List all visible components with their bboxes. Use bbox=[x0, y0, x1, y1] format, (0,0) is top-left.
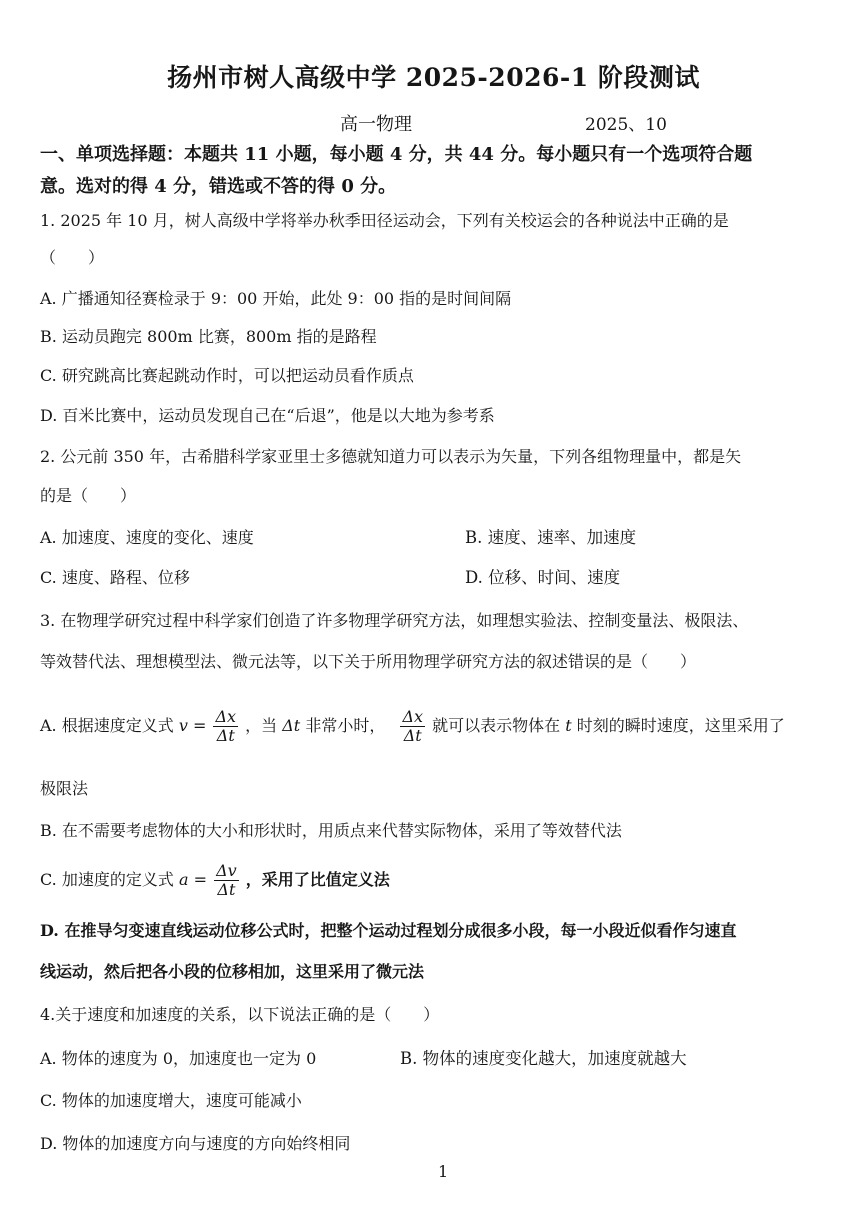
q4-option-b: B. 物体的速度变化越大，加速度就越大 bbox=[400, 1049, 687, 1068]
q3-option-a-cont: 极限法 bbox=[40, 779, 89, 798]
q3-a-fraction bbox=[213, 708, 238, 745]
q3-a-mid3: 就可以表示物体在 bbox=[432, 716, 561, 735]
q3-option-a bbox=[40, 706, 785, 746]
q4-option-d: D. 物体的加速度方向与速度的方向始终相同 bbox=[40, 1134, 351, 1153]
q2-stem-cont: 的是（ ） bbox=[40, 486, 137, 505]
q2-option-c: C. 速度、路程、位移 bbox=[40, 568, 190, 587]
q3-c-denominator: Δt bbox=[217, 880, 236, 899]
q1-option-a: A. 广播通知径赛检录于 9：00 开始，此处 9：00 指的是时间间隔 bbox=[40, 289, 512, 308]
q3-c-equals: = bbox=[193, 870, 207, 889]
exam-date: 2025、10 bbox=[585, 115, 667, 135]
q3-a-numerator: Δx bbox=[215, 707, 237, 726]
q4-option-c: C. 物体的加速度增大，速度可能减小 bbox=[40, 1091, 302, 1110]
q3-a-delta-t: Δt bbox=[282, 716, 301, 735]
q1-option-d: D. 百米比赛中，运动员发现自己在“后退”，他是以大地为参考系 bbox=[40, 406, 495, 425]
q2-stem: 2. 公元前 350 年，古希腊科学家亚里士多德就知道力可以表示为矢量，下列各组物理量中，都是矢 bbox=[40, 447, 742, 466]
q3-option-c bbox=[40, 860, 390, 900]
q3-a-equals: = bbox=[192, 716, 207, 735]
q3-option-d: D. 在推导匀变速直线运动位移公式时，把整个运动过程划分成很多小段，每一小段近似看作匀速直 bbox=[40, 921, 737, 940]
q1-option-b: B. 运动员跑完 800m 比赛，800m 指的是路程 bbox=[40, 327, 377, 346]
q3-stem: 3. 在物理学研究过程中科学家们创造了许多物理学研究方法，如理想实验法、控制变量法、极限法、 bbox=[40, 611, 749, 630]
q3-a-mid: ，当 bbox=[245, 716, 278, 735]
q3-c-prefix: C. 加速度的定义式 bbox=[40, 870, 174, 889]
q3-a-prefix: A. 根据速度定义式 bbox=[40, 716, 174, 735]
q1-answer-paren: （ ） bbox=[40, 248, 105, 267]
q3-c-suffix: ，采用了比值定义法 bbox=[245, 870, 390, 889]
q3-stem-cont: 等效替代法、理想模型法、微元法等，以下关于所用物理学研究方法的叙述错误的是（ ） bbox=[40, 652, 697, 671]
q2-option-d: D. 位移、时间、速度 bbox=[465, 568, 621, 587]
q4-option-a: A. 物体的速度为 0，加速度也一定为 0 bbox=[40, 1049, 317, 1068]
q3-c-fraction bbox=[214, 862, 239, 899]
q3-a-fraction-2 bbox=[400, 708, 425, 745]
page-number: 1 bbox=[438, 1162, 449, 1181]
q3-a-symbol-v: v bbox=[178, 716, 188, 735]
q3-c-symbol-a: a bbox=[178, 870, 189, 889]
exam-title: 扬州市树人高级中学 2025-2026-1 阶段测试 bbox=[167, 63, 700, 92]
q3-a-symbol-t: t bbox=[565, 716, 572, 735]
q3-a-mid2: 非常小时， bbox=[305, 716, 386, 735]
q3-a-suffix: 时刻的瞬时速度，这里采用了 bbox=[576, 716, 785, 735]
section-instructions-line1: 一、单项选择题：本题共 11 小题，每小题 4 分，共 44 分。每小题只有一个选项符合题 bbox=[40, 144, 753, 165]
subject-label: 高一物理 bbox=[340, 114, 412, 135]
q4-stem: 4.关于速度和加速度的关系，以下说法正确的是（ ） bbox=[40, 1005, 440, 1024]
q3-option-b: B. 在不需要考虑物体的大小和形状时，用质点来代替实际物体，采用了等效替代法 bbox=[40, 821, 622, 840]
q1-stem: 1. 2025 年 10 月，树人高级中学将举办秋季田径运动会，下列有关校运会的各种说法中正确的是 bbox=[40, 211, 729, 230]
q3-a-numerator-2: Δx bbox=[402, 707, 424, 726]
q3-c-numerator: Δv bbox=[216, 861, 237, 880]
q3-a-denominator: Δt bbox=[216, 726, 235, 745]
q2-option-a: A. 加速度、速度的变化、速度 bbox=[40, 528, 254, 547]
section-instructions-line2: 意。选对的得 4 分，错选或不答的得 0 分。 bbox=[40, 176, 397, 197]
q1-option-c: C. 研究跳高比赛起跳动作时，可以把运动员看作质点 bbox=[40, 366, 414, 385]
q3-a-denominator-2: Δt bbox=[403, 726, 422, 745]
q3-option-d-cont: 线运动，然后把各小段的位移相加，这里采用了微元法 bbox=[40, 962, 425, 981]
q2-option-b: B. 速度、速率、加速度 bbox=[465, 528, 637, 547]
